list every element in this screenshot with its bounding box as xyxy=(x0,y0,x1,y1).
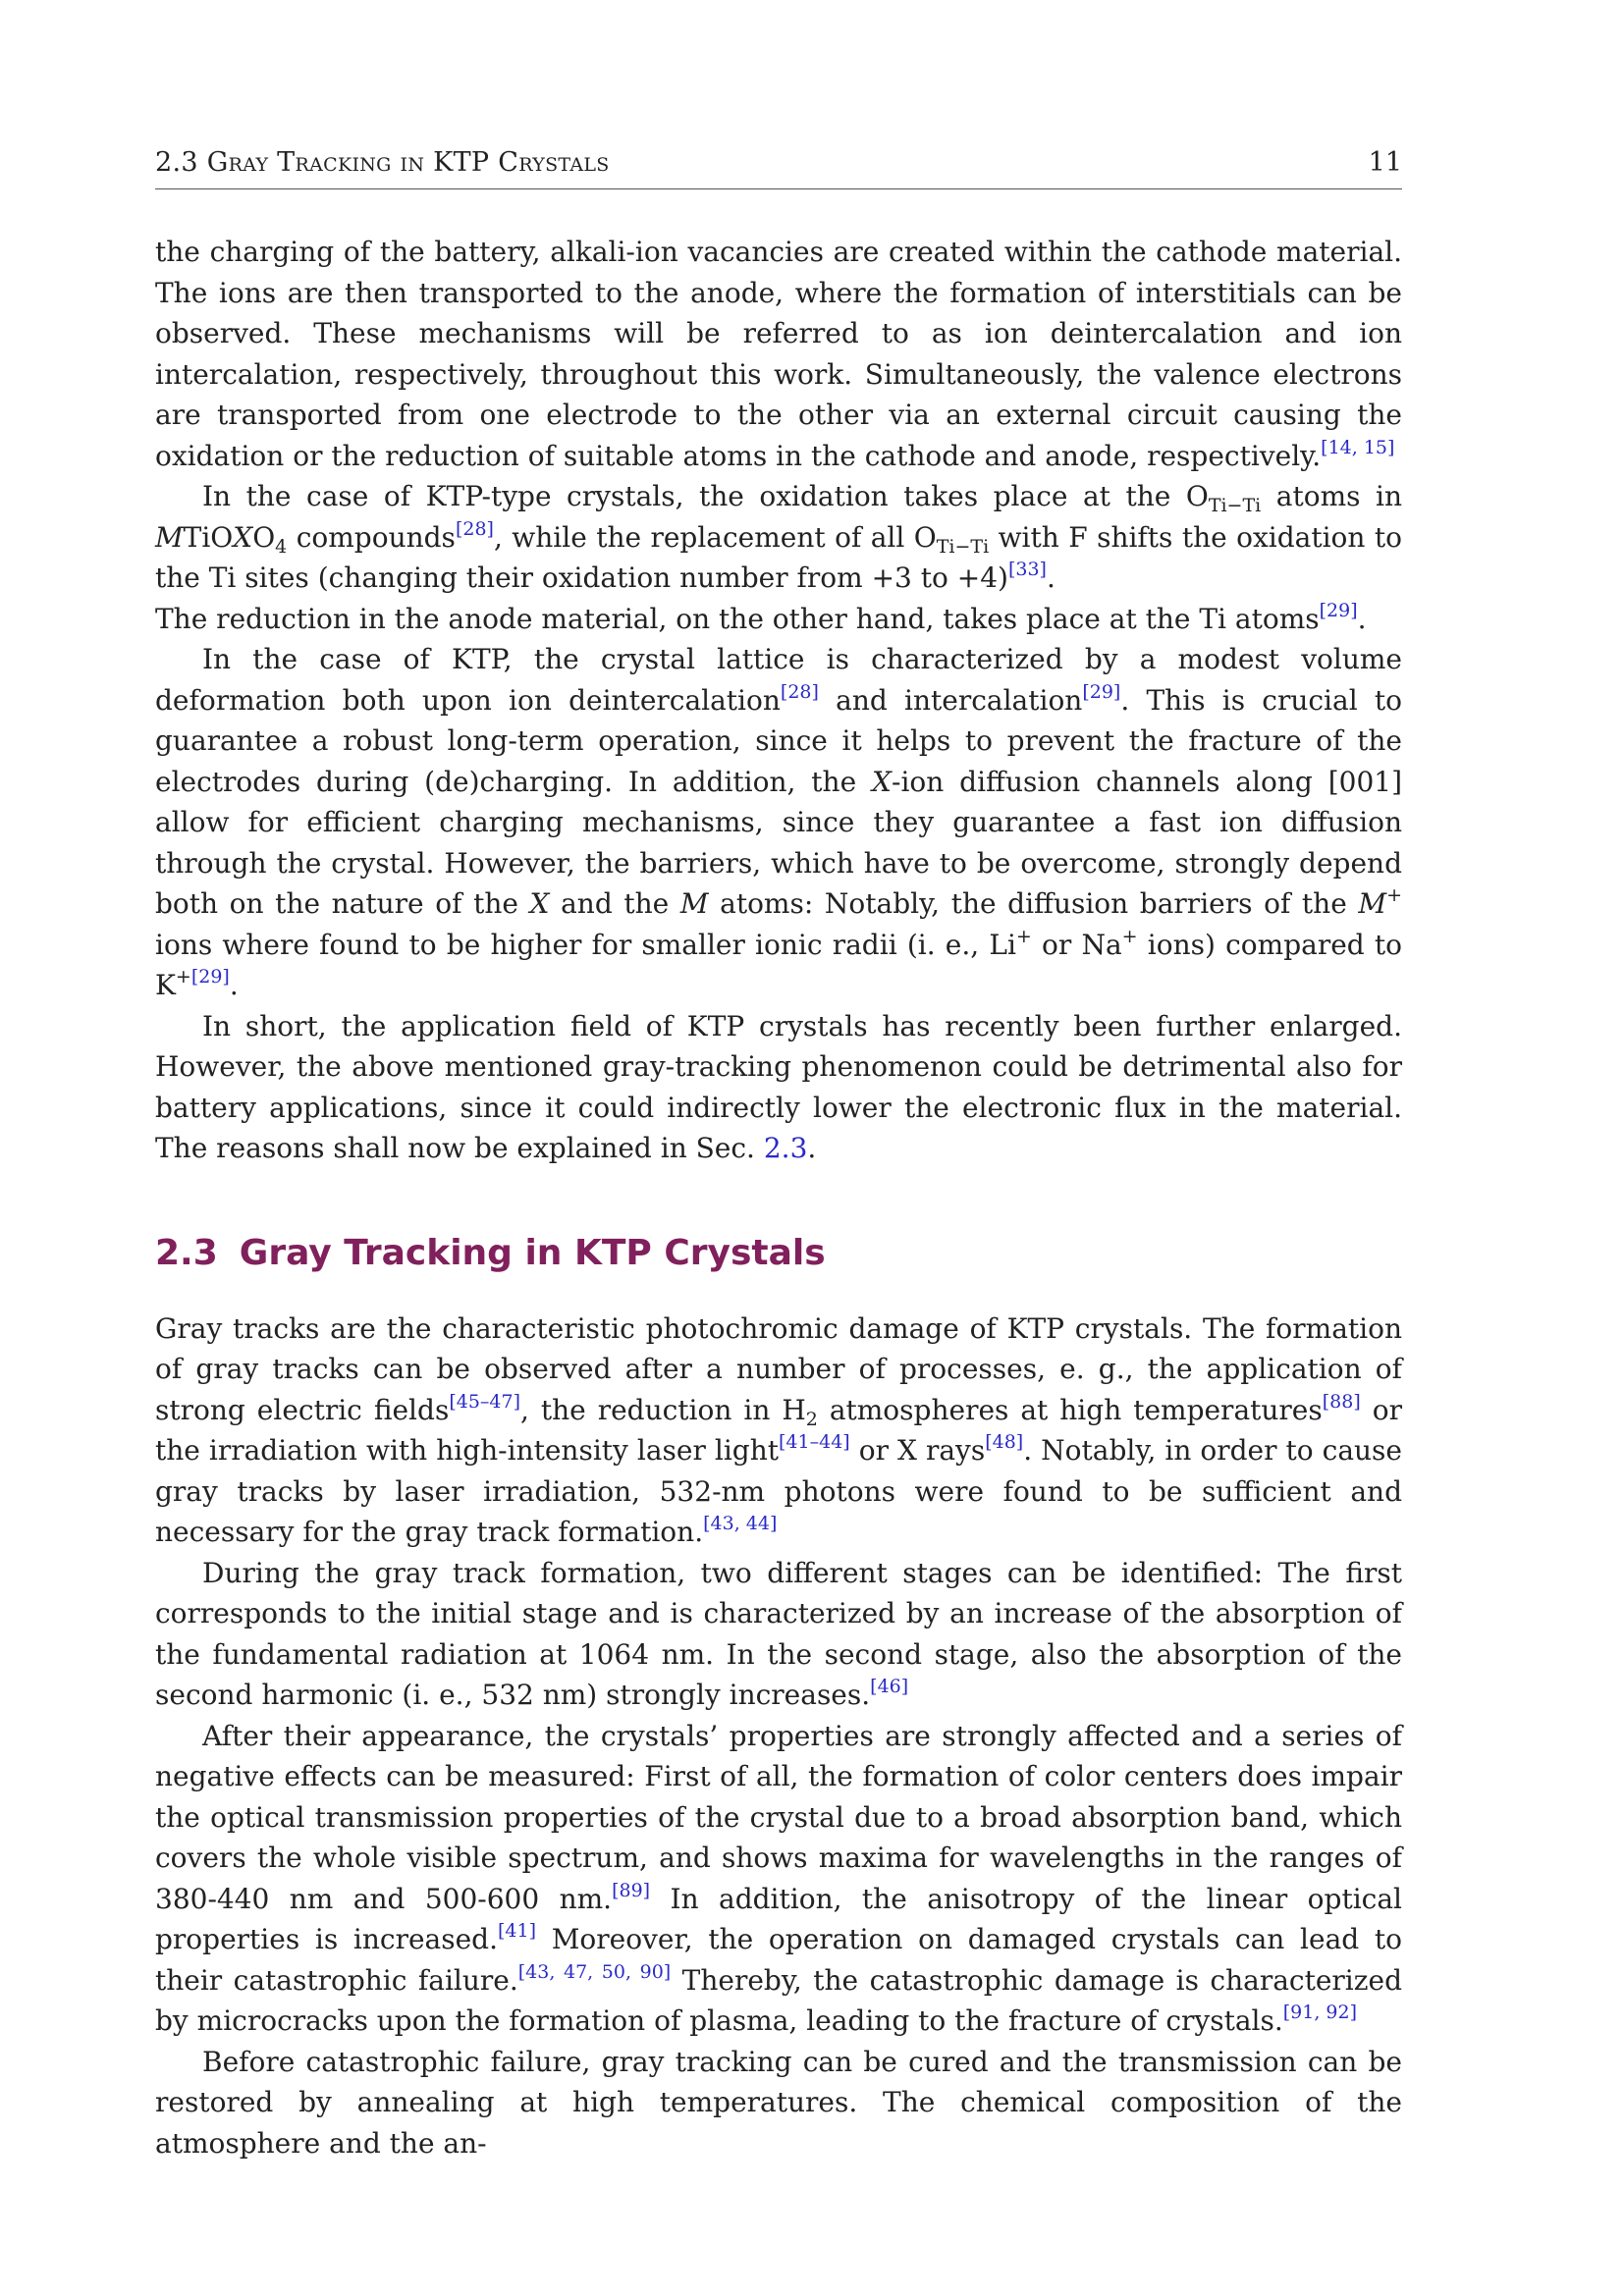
paragraph-text: atmospheres at high temperatures xyxy=(817,1393,1323,1426)
paragraph-6 xyxy=(155,1308,1402,1553)
citation[interactable]: [43, 44] xyxy=(703,1513,778,1534)
citation[interactable]: [91, 92] xyxy=(1282,2002,1358,2023)
paragraph-text: Gray tracks are the characteristic photochromic damage of KTP crystals. The formation of gray tracks can be observed after a number of processes, e. g., the application of strong electric fields xyxy=(155,1311,1402,1426)
citation[interactable]: [14, 15] xyxy=(1321,436,1395,458)
paragraph-text: . Notably, in order to cause gray tracks by laser irradiation, 532-nm photons were found to be sufficient and necessary for the gray track formation. xyxy=(155,1434,1402,1548)
formula-symbol: M xyxy=(155,520,184,554)
paragraph-text: and intercalation xyxy=(818,683,1083,717)
citation[interactable]: [28] xyxy=(455,517,494,540)
formula-symbol: X xyxy=(233,520,253,554)
paragraph-text: the charging of the battery, alkali-ion vacancies are created within the cathode material. The ions are then transported to the anode, where the formation of interstitials can be observed. These mechanisms will be referred to as ion deintercalation and ion intercalation, respectively, throughout this work. Simultaneously, the valence electrons are transported from one electrode to the other via an external circuit causing the oxidation or the reduction of suitable atoms in the cathode and anode, respectively. xyxy=(155,236,1402,472)
paragraph-text: ions where found to be higher for smaller ionic radii (i. e., Li xyxy=(155,928,1016,961)
citation[interactable]: [88] xyxy=(1322,1390,1361,1413)
running-head: 2.3 Gray Tracking in KTP Crystals xyxy=(155,147,610,178)
citation[interactable]: [33] xyxy=(1007,559,1047,580)
superscript: + xyxy=(1121,925,1138,947)
paragraph-text: and the xyxy=(549,887,680,920)
citation[interactable]: [28] xyxy=(780,680,819,703)
paragraph-text: with F shifts the oxidation to the Ti sites (changing their oxidation number from +3 to +4) xyxy=(155,520,1402,594)
paragraph-text: . This is crucial to guarantee a robust long-term operation, since it helps to prevent the fracture of the electrodes during (de)charging. In addition, the xyxy=(155,683,1402,798)
citation[interactable]: [46] xyxy=(870,1676,909,1697)
paragraph-text: After their appearance, the crystals’ properties are strongly affected and a series of negative effects can be measured: First of all, the formation of color centers does impair the optical transmission properties of the crystal due to a broad absorption band, which covers the whole visible spectrum, and shows maxima for wavelengths in the ranges of 380-440 nm and 500-600 nm. xyxy=(155,1719,1402,1915)
citation[interactable]: [43, 47, 50, 90] xyxy=(517,1960,672,1983)
paragraph-text: The reduction in the anode material, on the other hand, takes place at the Ti atoms xyxy=(155,602,1320,635)
section-heading xyxy=(155,1232,1402,1275)
subscript: 4 xyxy=(275,535,288,558)
math-symbol: M xyxy=(679,887,709,920)
superscript: + xyxy=(1015,925,1032,947)
paragraph-text: In addition, the anisotropy of the linear optical properties is increased. xyxy=(155,1882,1402,1955)
page-header xyxy=(155,147,1402,189)
paragraph-text: . xyxy=(807,1132,817,1164)
subscript: Ti−Ti xyxy=(936,535,990,558)
paragraph-text: or X rays xyxy=(849,1434,986,1467)
paragraph-text: In the case of KTP-type crystals, the oxidation takes place at the O xyxy=(202,480,1209,512)
paragraph-text: or the irradiation with high-intensity laser light xyxy=(155,1393,1402,1467)
math-symbol: M xyxy=(1358,887,1387,920)
paragraph-text: Thereby, the catastrophic damage is characterized by microcracks upon the formation of plasma, leading to the fracture of crystals. xyxy=(155,1963,1402,2037)
paragraph-text: . xyxy=(229,969,239,1001)
citation[interactable]: [48] xyxy=(985,1431,1024,1453)
paragraph-text: compounds xyxy=(287,520,456,554)
formula-text: O xyxy=(252,520,276,554)
section-reference-link[interactable]: 2.3 xyxy=(763,1132,808,1164)
paragraph-text: atoms in xyxy=(1261,480,1403,512)
page-number: 11 xyxy=(1368,147,1402,178)
math-symbol: X xyxy=(529,887,550,920)
paragraph-text: During the gray track formation, two different stages can be identified: The first corresponds to the initial stage and is characterized by an increase of the absorption of the fundamental radiation at 1064 nm. In the second stage, also the absorption of the second harmonic (i. e., 532 nm) strongly increases. xyxy=(155,1556,1402,1711)
paragraph-7 xyxy=(155,1553,1402,1716)
paragraph-text: Moreover, the operation on damaged crystals can lead to their catastrophic failure. xyxy=(155,1923,1402,1997)
subscript: Ti−Ti xyxy=(1208,495,1262,516)
citation[interactable]: [29] xyxy=(1319,599,1358,621)
paragraph-1 xyxy=(155,232,1402,476)
citation[interactable]: [29] xyxy=(1082,680,1121,703)
paragraph-text: , the reduction in H xyxy=(520,1393,806,1426)
citation[interactable]: [89] xyxy=(612,1879,651,1901)
section-number: 2.3 xyxy=(155,1232,218,1273)
paragraph-2 xyxy=(155,476,1402,599)
paragraph-text: . xyxy=(1357,602,1367,635)
paragraph-text: Before catastrophic failure, gray tracking can be cured and the transmission can be restored by annealing at high temperatures. The chemical composition of the atmosphere and the an- xyxy=(155,2045,1402,2160)
formula-text: TiO xyxy=(183,520,234,554)
paragraph-text: atoms: Notably, the diffusion barriers of the xyxy=(708,887,1359,920)
citation[interactable]: [41–44] xyxy=(779,1431,850,1453)
paragraph-8 xyxy=(155,1716,1402,2042)
superscript: + xyxy=(175,966,191,988)
superscript: + xyxy=(1386,884,1402,906)
paragraph-text: -ion diffusion channels along [001] allow for efficient charging mechanisms, since they guarantee a fast ion diffusion through the crystal. However, the barriers, which have to be overcome, strongly depend both on the nature of the xyxy=(155,765,1402,920)
paragraph-text: or Na xyxy=(1031,928,1122,961)
section-title: Gray Tracking in KTP Crystals xyxy=(239,1232,826,1273)
math-symbol: X xyxy=(872,765,892,798)
paragraph-text: In short, the application field of KTP crystals has recently been further enlarged. However, the above mentioned gray-tracking phenomenon could be detrimental also for battery applications, since it could indirectly lower the electronic flux in the material. The reasons shall now be explained in Sec. xyxy=(155,1009,1402,1164)
paragraph-text: ions) compared to K xyxy=(155,928,1402,1001)
paragraph-5 xyxy=(155,1006,1402,1169)
subscript: 2 xyxy=(805,1408,818,1430)
paragraph-4 xyxy=(155,639,1402,1006)
paragraph-3 xyxy=(155,599,1402,640)
citation[interactable]: [41] xyxy=(498,1920,537,1942)
paragraph-text: . xyxy=(1046,561,1056,594)
citation[interactable]: [29] xyxy=(190,966,230,988)
paragraph-text: In the case of KTP, the crystal lattice is characterized by a modest volume deformation both upon ion deintercalation xyxy=(155,643,1402,717)
paragraph-9 xyxy=(155,2042,1402,2164)
paragraph-text: , while the replacement of all O xyxy=(493,520,937,554)
citation[interactable]: [45–47] xyxy=(449,1390,520,1413)
page-body xyxy=(155,232,1402,2163)
